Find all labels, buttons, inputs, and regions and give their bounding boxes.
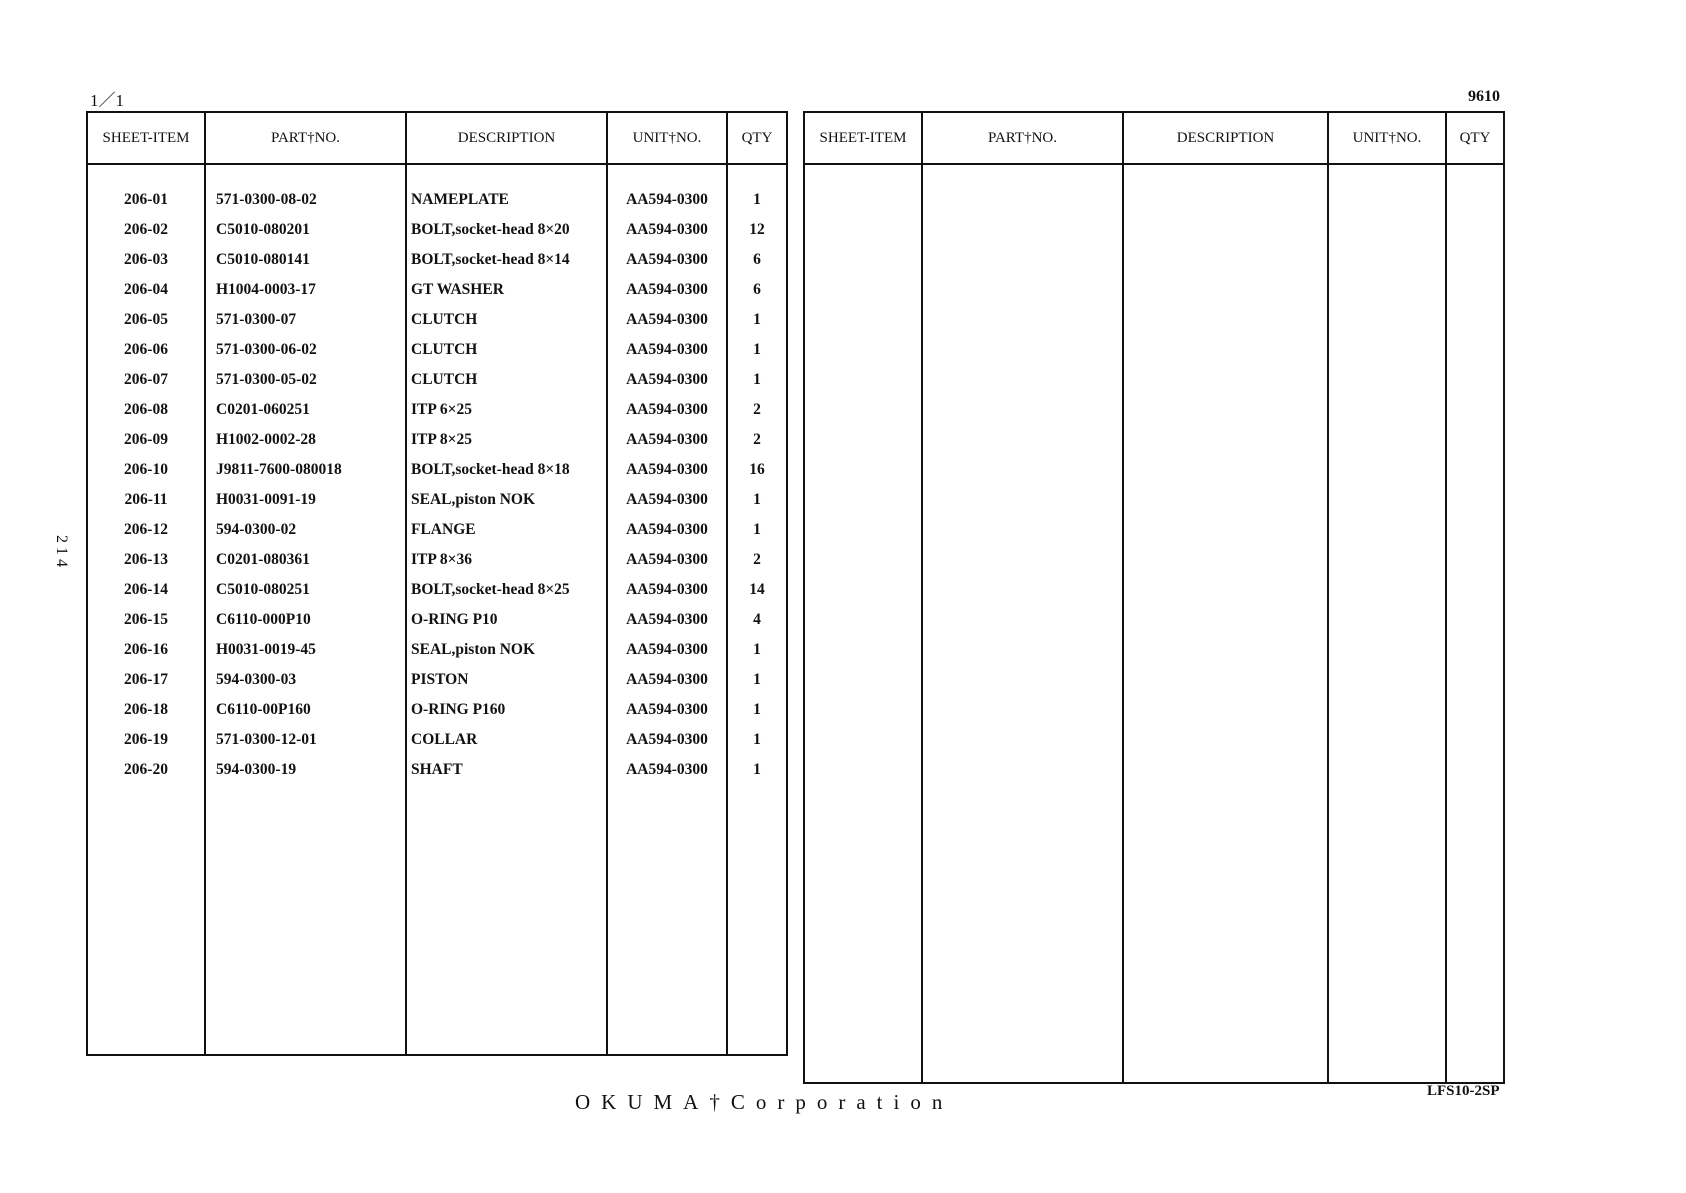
sheet-item-cell: 206-20 [87, 755, 205, 785]
column-header-unit-no: UNIT†NO. [607, 112, 727, 164]
sheet-item-cell: 206-10 [87, 455, 205, 485]
table-row [87, 725, 787, 755]
description-cell: BOLT,socket-head 8×20 [406, 215, 607, 245]
unit-no-cell: AA594-0300 [607, 665, 727, 695]
description-cell: O-RING P10 [406, 605, 607, 635]
sheet-item-cell: 206-15 [87, 605, 205, 635]
qty-cell: 6 [727, 275, 787, 305]
column-header-sheet-item: SHEET-ITEM [87, 112, 205, 164]
table-row [87, 395, 787, 425]
document-code: 9610 [1468, 88, 1500, 105]
qty-cell: 1 [727, 335, 787, 365]
description-cell: BOLT,socket-head 8×18 [406, 455, 607, 485]
description-cell: COLLAR [406, 725, 607, 755]
table-row [87, 605, 787, 635]
unit-no-cell: AA594-0300 [607, 215, 727, 245]
description-cell: GT WASHER [406, 275, 607, 305]
part-no-cell: C0201-080361 [205, 545, 406, 575]
column-header-unit-no: UNIT†NO. [1328, 112, 1446, 164]
sheet-item-cell: 206-01 [87, 185, 205, 215]
description-cell: FLANGE [406, 515, 607, 545]
sheet-item-cell: 206-18 [87, 695, 205, 725]
table-row [87, 755, 787, 785]
qty-cell: 6 [727, 245, 787, 275]
sheet-item-cell: 206-17 [87, 665, 205, 695]
part-no-cell: C6110-00P160 [205, 695, 406, 725]
description-cell: CLUTCH [406, 365, 607, 395]
page-indicator: 1／1 [90, 91, 124, 110]
part-no-cell: 571-0300-07 [205, 305, 406, 335]
qty-cell: 2 [727, 545, 787, 575]
table-row [87, 515, 787, 545]
part-no-cell: C5010-080201 [205, 215, 406, 245]
part-no-cell: 571-0300-12-01 [205, 725, 406, 755]
description-cell: SEAL,piston NOK [406, 635, 607, 665]
sheet-item-cell: 206-04 [87, 275, 205, 305]
description-cell: ITP 8×25 [406, 425, 607, 455]
part-no-cell: H1002-0002-28 [205, 425, 406, 455]
unit-no-cell: AA594-0300 [607, 365, 727, 395]
table-header-row [87, 112, 787, 164]
parts-table-body-empty [804, 164, 1504, 1083]
column-header-qty: QTY [727, 112, 787, 164]
part-no-cell: H0031-0091-19 [205, 485, 406, 515]
table-row [87, 425, 787, 455]
unit-no-cell: AA594-0300 [607, 635, 727, 665]
table-row [87, 335, 787, 365]
table-row [87, 695, 787, 725]
column-header-part-no: PART†NO. [205, 112, 406, 164]
side-page-number: 214 [53, 535, 70, 571]
part-no-cell: H1004-0003-17 [205, 275, 406, 305]
table-row [87, 185, 787, 215]
qty-cell: 1 [727, 305, 787, 335]
qty-cell: 1 [727, 635, 787, 665]
qty-cell: 1 [727, 755, 787, 785]
table-row [87, 545, 787, 575]
qty-cell: 1 [727, 665, 787, 695]
column-header-sheet-item: SHEET-ITEM [804, 112, 922, 164]
qty-cell: 16 [727, 455, 787, 485]
qty-cell: 1 [727, 725, 787, 755]
unit-no-cell: AA594-0300 [607, 515, 727, 545]
unit-no-cell: AA594-0300 [607, 185, 727, 215]
part-no-cell: 594-0300-19 [205, 755, 406, 785]
sheet-item-cell: 206-12 [87, 515, 205, 545]
table-row [87, 665, 787, 695]
unit-no-cell: AA594-0300 [607, 305, 727, 335]
qty-cell: 12 [727, 215, 787, 245]
part-no-cell: C5010-080251 [205, 575, 406, 605]
table-row [87, 485, 787, 515]
sheet-item-cell: 206-14 [87, 575, 205, 605]
description-cell: ITP 6×25 [406, 395, 607, 425]
sheet-item-cell: 206-08 [87, 395, 205, 425]
unit-no-cell: AA594-0300 [607, 485, 727, 515]
unit-no-cell: AA594-0300 [607, 755, 727, 785]
table-row [87, 215, 787, 245]
unit-no-cell: AA594-0300 [607, 245, 727, 275]
table-row [87, 245, 787, 275]
description-cell: CLUTCH [406, 305, 607, 335]
qty-cell: 1 [727, 485, 787, 515]
column-header-description: DESCRIPTION [1123, 112, 1328, 164]
qty-cell: 4 [727, 605, 787, 635]
table-row [87, 455, 787, 485]
part-no-cell: 594-0300-02 [205, 515, 406, 545]
sheet-item-cell: 206-19 [87, 725, 205, 755]
column-header-part-no: PART†NO. [922, 112, 1123, 164]
unit-no-cell: AA594-0300 [607, 275, 727, 305]
description-cell: BOLT,socket-head 8×14 [406, 245, 607, 275]
table-spacer-row [87, 164, 787, 185]
qty-cell: 2 [727, 395, 787, 425]
part-no-cell: 571-0300-05-02 [205, 365, 406, 395]
qty-cell: 1 [727, 695, 787, 725]
sheet-item-cell: 206-16 [87, 635, 205, 665]
table-row [87, 575, 787, 605]
description-cell: NAMEPLATE [406, 185, 607, 215]
sheet-item-cell: 206-09 [87, 425, 205, 455]
sheet-item-cell: 206-11 [87, 485, 205, 515]
unit-no-cell: AA594-0300 [607, 425, 727, 455]
table-filler-row [87, 785, 787, 1055]
unit-no-cell: AA594-0300 [607, 395, 727, 425]
qty-cell: 2 [727, 425, 787, 455]
table-header-row [804, 112, 1504, 164]
column-header-qty: QTY [1446, 112, 1504, 164]
unit-no-cell: AA594-0300 [607, 545, 727, 575]
empty-table-area [804, 164, 1504, 1083]
sheet-item-cell: 206-03 [87, 245, 205, 275]
description-cell: ITP 8×36 [406, 545, 607, 575]
description-cell: SEAL,piston NOK [406, 485, 607, 515]
unit-no-cell: AA594-0300 [607, 695, 727, 725]
parts-table-body [87, 164, 787, 1055]
sheet-item-cell: 206-05 [87, 305, 205, 335]
unit-no-cell: AA594-0300 [607, 725, 727, 755]
sheet-item-cell: 206-02 [87, 215, 205, 245]
column-header-description: DESCRIPTION [406, 112, 607, 164]
description-cell: PISTON [406, 665, 607, 695]
qty-cell: 1 [727, 515, 787, 545]
part-no-cell: 571-0300-06-02 [205, 335, 406, 365]
part-no-cell: H0031-0019-45 [205, 635, 406, 665]
table-row [87, 635, 787, 665]
table-row [87, 365, 787, 395]
description-cell: SHAFT [406, 755, 607, 785]
part-no-cell: C5010-080141 [205, 245, 406, 275]
part-no-cell: 594-0300-03 [205, 665, 406, 695]
qty-cell: 1 [727, 365, 787, 395]
part-no-cell: C6110-000P10 [205, 605, 406, 635]
sheet-item-cell: 206-07 [87, 365, 205, 395]
unit-no-cell: AA594-0300 [607, 575, 727, 605]
table-row [87, 275, 787, 305]
unit-no-cell: AA594-0300 [607, 455, 727, 485]
part-no-cell: 571-0300-08-02 [205, 185, 406, 215]
qty-cell: 14 [727, 575, 787, 605]
qty-cell: 1 [727, 185, 787, 215]
model-code: LFS10-2SP [1427, 1083, 1500, 1099]
description-cell: O-RING P160 [406, 695, 607, 725]
description-cell: CLUTCH [406, 335, 607, 365]
sheet-item-cell: 206-13 [87, 545, 205, 575]
table-row [87, 305, 787, 335]
parts-table-right [803, 111, 1505, 1084]
parts-table-left [86, 111, 788, 1056]
description-cell: BOLT,socket-head 8×25 [406, 575, 607, 605]
part-no-cell: J9811-7600-080018 [205, 455, 406, 485]
corporation-name: OKUMA†Corporation [575, 1090, 954, 1114]
part-no-cell: C0201-060251 [205, 395, 406, 425]
unit-no-cell: AA594-0300 [607, 605, 727, 635]
sheet-item-cell: 206-06 [87, 335, 205, 365]
unit-no-cell: AA594-0300 [607, 335, 727, 365]
